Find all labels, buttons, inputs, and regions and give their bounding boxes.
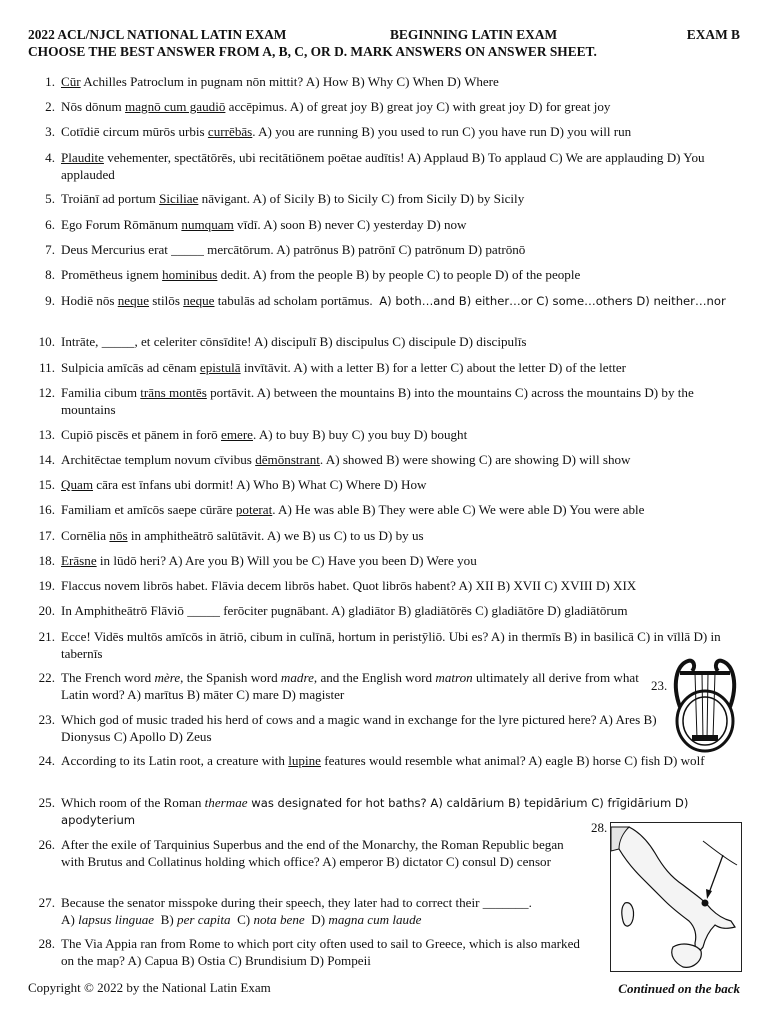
- exam-title: 2022 ACL/NJCL NATIONAL LATIN EXAM: [28, 27, 287, 42]
- question-text: in amphitheātrō salūtāvit. A) we B) us C) to us D) by us: [127, 528, 424, 543]
- question-number: 13.: [38, 427, 55, 442]
- question-4: [28, 150, 740, 183]
- question-6: [28, 217, 740, 234]
- exam-version: EXAM B: [686, 27, 740, 42]
- italic-word: mère: [154, 670, 181, 685]
- question-text: Deus Mercurius erat _____ mercātōrum. A) patrōnus B) patrōnī C) patrōnum D) patrōnō: [61, 242, 526, 257]
- question-text: Troiānī ad portum: [61, 191, 160, 206]
- underlined-word: currēbās: [207, 124, 253, 139]
- question-text: . A) to buy B) buy C) you buy D) bought: [253, 427, 468, 442]
- question-text: nāvigant. A) of Sicily B) to Sicily C) from Sicily D) by Sicily: [198, 191, 525, 206]
- question-3: [28, 124, 740, 141]
- question-15: [28, 477, 740, 494]
- question-number: 4.: [45, 150, 55, 165]
- question-9: [28, 293, 740, 310]
- question-number: 23.: [38, 712, 55, 727]
- question-13: [28, 427, 740, 444]
- question-14: [28, 452, 740, 469]
- question-number: 17.: [38, 528, 55, 543]
- question-text: stilōs: [149, 293, 184, 308]
- question-number: 3.: [45, 124, 55, 139]
- question-number: 27.: [38, 895, 55, 910]
- copyright-notice: Copyright © 2022 by the National Latin Exam: [28, 980, 271, 995]
- underlined-word: hominibus: [162, 267, 218, 282]
- question-text: Ecce! Vidēs multōs amīcōs in ātriō, cibum in culīnā, hortum in peristȳliō. Ubi es? A) in thermīs B) in basilicā C) in vīllā D) in tabernīs: [61, 629, 721, 661]
- underlined-word: dēmōnstrant: [255, 452, 320, 467]
- question-number: 26.: [38, 837, 55, 852]
- question-text: The Via Appia ran from Rome to which port city often used to sail to Greece, which is also marked on the map? A) Capua B) Ostia C) Brundisium D) Pompeii: [61, 936, 580, 968]
- lyre-icon: [666, 655, 744, 755]
- question-number: 25.: [38, 795, 55, 810]
- question-10: [28, 334, 740, 351]
- question-text: Nōs dōnum: [61, 99, 126, 114]
- question-text: Flaccus novem librōs habet. Flāvia decem librōs habet. Quot librōs habent? A) XII B) XVII C) XVIII D) XIX: [61, 578, 637, 593]
- exam-instructions: CHOOSE THE BEST ANSWER FROM A, B, C, OR D. MARK ANSWERS ON ANSWER SHEET.: [28, 44, 597, 59]
- italy-map-drawing: [611, 823, 741, 971]
- question-number: 18.: [38, 553, 55, 568]
- question-16: [28, 502, 740, 519]
- question-text: Familiam et amīcōs saepe cūrāre: [61, 502, 236, 517]
- answer-choice-a: lapsus linguae: [78, 911, 155, 927]
- question-17: [28, 528, 740, 545]
- question-number: 28.: [38, 936, 55, 951]
- question-text: After the exile of Tarquinius Superbus and the end of the Monarchy, the Roman Republic began with Brutus and Collatinus holding which office? A) emperor B) dictator C) consul D) censor: [61, 837, 564, 869]
- underlined-word: emere: [221, 427, 253, 442]
- question-20: [28, 603, 740, 620]
- question-19: [28, 578, 740, 595]
- question-text: vīdī. A) soon B) never C) yesterday D) now: [233, 217, 467, 232]
- question-21: [28, 629, 740, 662]
- question-text: Cotīdiē circum mūrōs urbis: [61, 124, 208, 139]
- underlined-word: neque: [117, 293, 150, 308]
- question-text: dedit. A) from the people B) by people C) to people D) of the people: [217, 267, 581, 282]
- question-text: ultimately all derive from what Latin word? A) marītus B) māter C) mare D) magister: [61, 670, 639, 702]
- question-text: Which god of music traded his herd of cows and a magic wand in exchange for the lyre pictured here? A) Ares B) Dionysus C) Apollo D) Zeus: [61, 712, 657, 744]
- question-27: 27. Because the senator misspoke during their speech, they later had to correct their _______. A) lapsus linguae B) per capita C) nota bene D) magna cum laude: [28, 895, 588, 928]
- question-12: [28, 385, 740, 418]
- question-text: tabulās ad scholam portāmus.: [214, 293, 373, 308]
- exam-level: BEGINNING LATIN EXAM: [390, 27, 558, 42]
- italic-word: thermae: [204, 795, 248, 810]
- question-number: 19.: [38, 578, 55, 593]
- underlined-word: poterat: [235, 502, 273, 517]
- question-text: The French word: [61, 670, 155, 685]
- question-text: in lūdō heri? A) Are you B) Will you be C) Have you been D) Were you: [96, 553, 477, 568]
- question-24: [28, 753, 740, 770]
- question-text: portāvit. A) between the mountains B) into the mountains C) across the mountains D) by the mountains: [61, 385, 694, 417]
- answer-choice-b: per capita: [177, 911, 231, 927]
- question-text: In Amphitheātrō Flāviō _____ ferōciter pugnābant. A) gladiātor B) gladiātōrēs C) gladiātōre D) gladiātōrum: [61, 603, 628, 618]
- question-number: 2.: [45, 99, 55, 114]
- question-5: [28, 191, 740, 208]
- question-11: [28, 360, 740, 377]
- underlined-word: epistulā: [199, 360, 241, 375]
- question-text: Cornēlia: [61, 528, 110, 543]
- question-28: [28, 936, 588, 969]
- underlined-word: lupine: [288, 753, 321, 768]
- continued-note: Continued on the back: [618, 981, 740, 996]
- question-1: [28, 74, 740, 91]
- question-text: , and the English word: [313, 670, 436, 685]
- question-number: 24.: [38, 753, 55, 768]
- question-text: Ego Forum Rōmānum: [61, 217, 182, 232]
- question-number: 22.: [38, 670, 55, 685]
- question-text: accēpimus. A) of great joy B) great joy C) with great joy D) for great joy: [225, 99, 611, 114]
- answer-choices: was designated for hot baths? A) caldārium B) tepidārium C) frīgidārium D) apodyterium: [61, 796, 689, 827]
- question-number: 15.: [38, 477, 55, 492]
- question-text: . A) showed B) were showing C) are showing D) will show: [319, 452, 631, 467]
- question-number: 6.: [45, 217, 55, 232]
- question-23: [28, 712, 668, 745]
- question-text: Promētheus ignem: [61, 267, 163, 282]
- question-text: Which room of the Roman: [61, 795, 205, 810]
- question-18: [28, 553, 740, 570]
- question-number: 5.: [45, 191, 55, 206]
- italic-word: matron: [435, 670, 473, 685]
- question-text: Intrāte, _____, et celeriter cōnsīdite! A) discipulī B) discipulus C) discipule D) discipulīs: [61, 334, 527, 349]
- question-text: invītāvit. A) with a letter B) for a letter C) about the letter D) of the letter: [240, 360, 627, 375]
- underlined-word: neque: [183, 293, 215, 308]
- question-text: , the Spanish word: [180, 670, 281, 685]
- question-text: Because the senator misspoke during their speech, they later had to correct their _______.: [61, 895, 532, 910]
- italy-map: [610, 822, 742, 972]
- question-number: 9.: [45, 293, 55, 308]
- question-26: [28, 837, 588, 870]
- underlined-word: trāns montēs: [140, 385, 207, 400]
- question-text: According to its Latin root, a creature with: [61, 753, 289, 768]
- question-number: 11.: [39, 360, 55, 375]
- underlined-word: Plaudite: [61, 150, 104, 165]
- question-22: [28, 670, 668, 703]
- underlined-word: Cūr: [61, 74, 81, 89]
- underlined-word: nōs: [109, 528, 128, 543]
- question-text: Familia cibum: [61, 385, 141, 400]
- question-text: features would resemble what animal? A) eagle B) horse C) fish D) wolf: [320, 753, 705, 768]
- lyre-figure-label: 23.: [651, 678, 668, 693]
- underlined-word: Erāsne: [61, 553, 97, 568]
- question-text: cāra est īnfans ubi dormit! A) Who B) What C) Where D) How: [93, 477, 427, 492]
- question-number: 1.: [45, 74, 55, 89]
- underlined-word: Quam: [61, 477, 93, 492]
- underlined-word: numquam: [181, 217, 234, 232]
- question-number: 20.: [38, 603, 55, 618]
- question-text: Hodiē nōs: [61, 293, 118, 308]
- question-7: [28, 242, 740, 259]
- answer-choice-c: nota bene: [253, 911, 305, 927]
- question-number: 8.: [45, 267, 55, 282]
- italic-word: madre: [280, 670, 314, 685]
- question-text: Sulpicia amīcās ad cēnam: [61, 360, 200, 375]
- question-text: Cupiō piscēs et pānem in forō: [61, 427, 222, 442]
- answer-choices: A) both…and B) either…or C) some…others D) neither…nor: [379, 294, 726, 308]
- question-text: Architēctae templum novum cīvibus: [61, 452, 256, 467]
- underlined-word: Siciliae: [159, 191, 199, 206]
- exam-header: [28, 26, 740, 60]
- question-8: [28, 267, 740, 284]
- question-number: 16.: [38, 502, 55, 517]
- answer-choice-d: magna cum laude: [328, 911, 422, 927]
- question-text: Achilles Patroclum in pugnam nōn mittit? A) How B) Why C) When D) Where: [80, 74, 499, 89]
- question-number: 21.: [38, 629, 55, 644]
- question-number: 10.: [38, 334, 55, 349]
- question-text: vehementer, spectātōrēs, ubi recitātiōnem poētae audītis! A) Applaud B) To applaud C) We are applauding D) You applauded: [61, 150, 705, 182]
- map-figure-label: 28.: [591, 820, 608, 835]
- question-text: . A) you are running B) you used to run C) you have run D) you will run: [252, 124, 632, 139]
- question-number: 12.: [38, 385, 55, 400]
- question-2: [28, 99, 740, 116]
- underlined-word: magnō cum gaudiō: [125, 99, 226, 114]
- question-number: 14.: [38, 452, 55, 467]
- question-text: . A) He was able B) They were able C) We were able D) You were able: [272, 502, 645, 517]
- question-number: 7.: [45, 242, 55, 257]
